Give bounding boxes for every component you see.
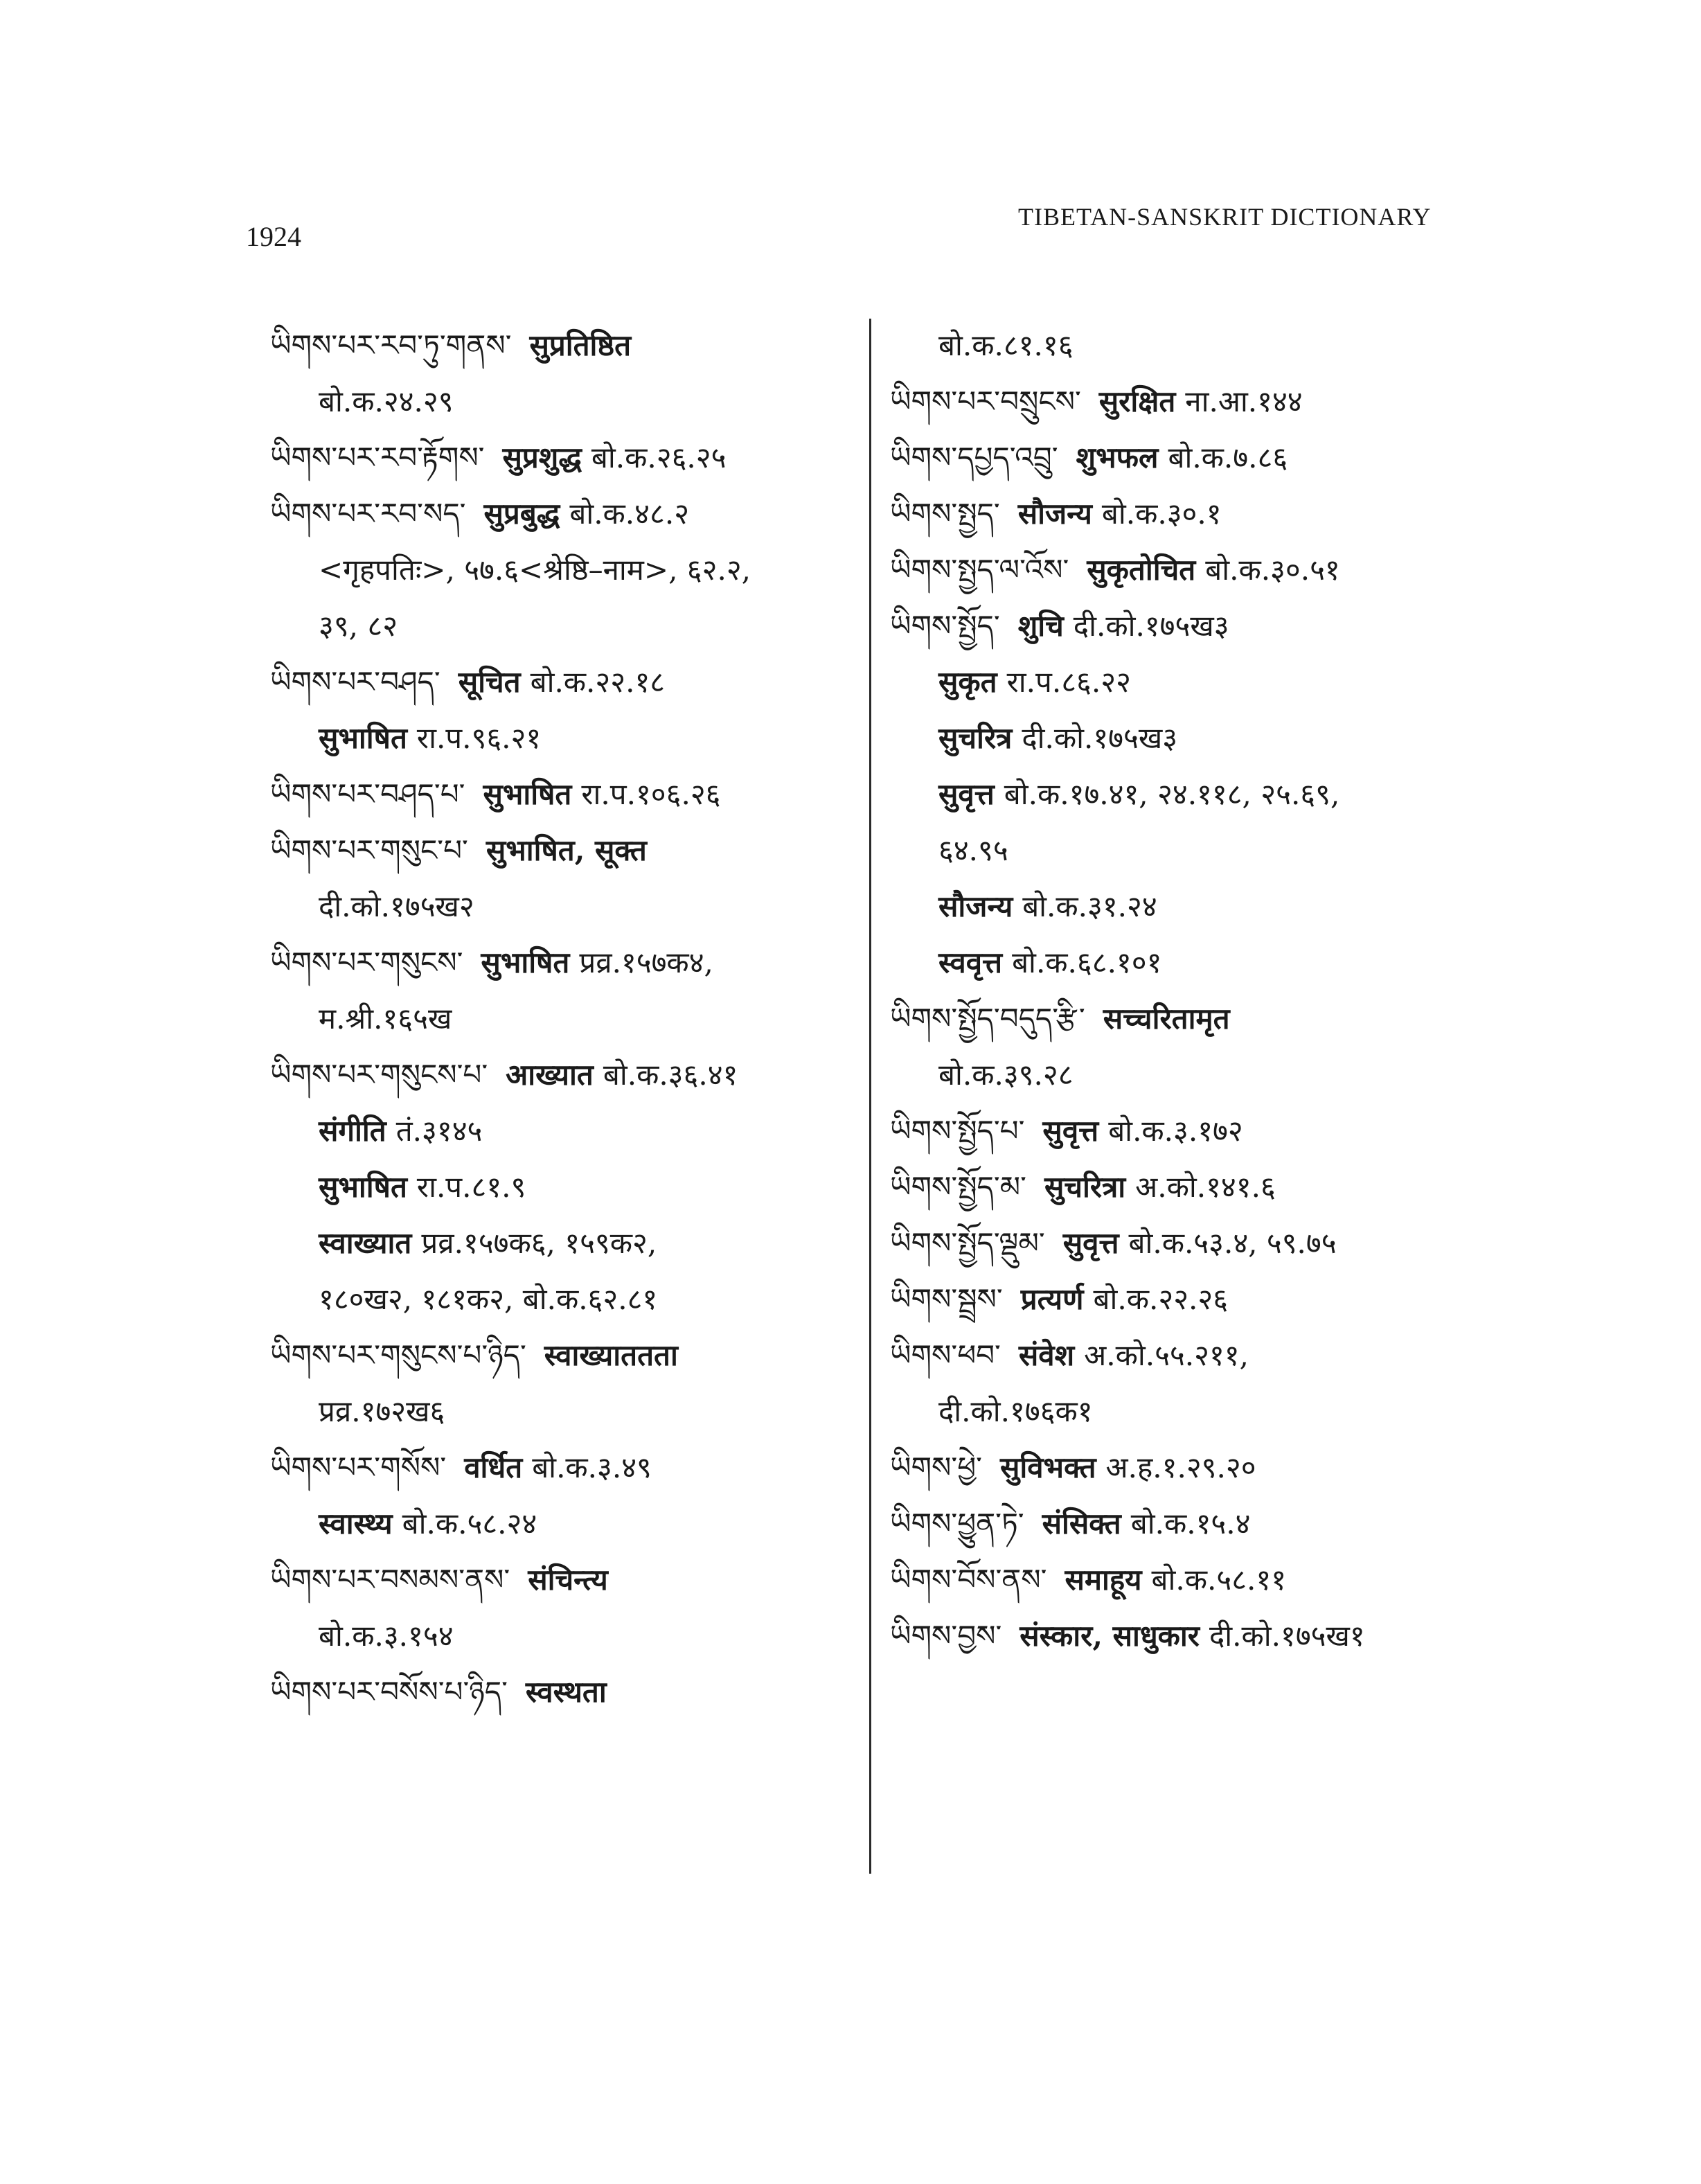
- dictionary-entry-line: [270, 766, 866, 822]
- dictionary-entry-line: [890, 654, 1513, 710]
- source-reference: बो.क.२४.२९: [319, 384, 454, 418]
- dictionary-entry-line: [270, 1439, 866, 1495]
- source-reference: ६४.९५: [938, 833, 1008, 867]
- source-reference: दी.को.१७६क१: [938, 1394, 1093, 1428]
- dictionary-entry-line: [270, 878, 866, 934]
- source-reference: बो.क.३.१५४: [319, 1619, 454, 1653]
- sanskrit-equivalent: संचिन्त्य: [528, 1563, 608, 1597]
- tibetan-headword: ཡིགས་སྤྱོད་མ་: [890, 1170, 1026, 1204]
- dictionary-entry-line: [890, 991, 1513, 1047]
- tibetan-headword: ཡིགས་སྦྲས་: [890, 1282, 1003, 1316]
- tibetan-headword: ཡིགས་པར་བཤད་: [270, 665, 440, 699]
- sanskrit-equivalent: सुभाषित, सूक्त: [486, 833, 647, 867]
- tibetan-headword: ཡིགས་པར་བསམས་ནས་: [270, 1563, 510, 1597]
- sanskrit-equivalent: सौजन्य: [1017, 497, 1092, 531]
- sanskrit-equivalent: सुवृत्त: [1062, 1226, 1119, 1260]
- source-reference: बो.क.१५.४: [1130, 1507, 1251, 1541]
- sanskrit-equivalent: सच्चरितामृत: [1103, 1002, 1230, 1036]
- sanskrit-equivalent: सुप्रबुद्ध: [483, 497, 560, 531]
- sanskrit-equivalent: सुकृतोचित: [1087, 553, 1196, 587]
- source-reference: बो.क.३०.५१: [1205, 553, 1340, 587]
- source-reference: तं.३१४५: [395, 1114, 483, 1148]
- dictionary-entry-line: [270, 1664, 866, 1720]
- dictionary-entry-line: [890, 934, 1513, 991]
- dictionary-entry-line: [890, 598, 1513, 654]
- dictionary-entry-line: [890, 1103, 1513, 1159]
- source-reference: बो.क.३६.४१: [603, 1058, 738, 1092]
- tibetan-headword: ཡིགས་ཕྱུན་ཏེ་: [890, 1507, 1024, 1541]
- dictionary-entry-line: [270, 429, 866, 486]
- source-reference: रा.प.९६.२१: [416, 721, 542, 755]
- dictionary-entry-line: [890, 1047, 1513, 1103]
- sanskrit-equivalent: वर्धित: [464, 1450, 523, 1484]
- page-number: 1924: [246, 221, 301, 252]
- dictionary-entry-line: [890, 373, 1513, 429]
- sanskrit-equivalent: शुभफल: [1076, 441, 1159, 474]
- source-reference: बो.क.८१.१६: [938, 328, 1074, 362]
- dictionary-entry-line: [890, 429, 1513, 486]
- sanskrit-equivalent: सुप्रतिष्ठित: [529, 328, 632, 362]
- source-reference: बो.क.५३.४, ५९.७५: [1128, 1226, 1337, 1260]
- source-reference: ना.आ.१४४: [1185, 384, 1303, 418]
- source-reference: <गृहपतिः>, ५७.६<श्रेष्ठि–नाम>, ६२.२,: [319, 553, 751, 587]
- tibetan-headword: ཡིགས་སྤྱད་ལ་འོས་: [890, 553, 1069, 587]
- dictionary-entry-line: [890, 1495, 1513, 1552]
- dictionary-entry-line: [890, 1159, 1513, 1215]
- source-reference: रा.प.८१.९: [416, 1170, 526, 1204]
- dictionary-entry-line: [890, 1608, 1513, 1664]
- sanskrit-equivalent: सुभाषित: [319, 1170, 407, 1204]
- dictionary-entry-line: [270, 598, 866, 654]
- sanskrit-equivalent: स्ववृत्त: [938, 945, 1003, 979]
- source-reference: दी.को.१७५ख३: [1022, 721, 1178, 755]
- sanskrit-equivalent: सुभाषित: [481, 945, 570, 979]
- tibetan-headword: ཡིགས་པར་གསུངས་: [270, 945, 463, 979]
- sanskrit-equivalent: संवेश: [1018, 1338, 1075, 1372]
- tibetan-headword: ཡིགས་པར་བཤད་པ་: [270, 777, 465, 811]
- source-reference: बो.क.३.४९: [532, 1450, 652, 1484]
- dictionary-entry-line: [890, 486, 1513, 542]
- dictionary-entry-line: [270, 1103, 866, 1159]
- dictionary-entry-line: [890, 1215, 1513, 1271]
- source-reference: प्रव्र.१७२ख६: [319, 1394, 445, 1428]
- dictionary-entry-line: [270, 1383, 866, 1439]
- source-reference: बो.क.५८.२४: [402, 1507, 537, 1541]
- dictionary-entry-line: [270, 1327, 866, 1383]
- dictionary-entry-line: [270, 710, 866, 766]
- dictionary-entry-line: [270, 934, 866, 991]
- sanskrit-equivalent: स्वस्थता: [525, 1675, 607, 1709]
- source-reference: प्रव्र.१५७क६, १५९क२,: [421, 1226, 657, 1260]
- sanskrit-equivalent: समाहूय: [1065, 1563, 1142, 1597]
- sanskrit-equivalent: सुचरित्रा: [1044, 1170, 1126, 1204]
- dictionary-entry-line: [890, 710, 1513, 766]
- source-reference: बो.क.२२.१८: [530, 665, 666, 699]
- sanskrit-equivalent: सूचित: [458, 665, 521, 699]
- dictionary-entry-line: [270, 373, 866, 429]
- right-column: [890, 317, 1513, 1664]
- dictionary-entry-line: [890, 822, 1513, 878]
- source-reference: बो.क.७.८६: [1168, 441, 1288, 474]
- tibetan-headword: ཡིགས་སྤྱོད་ལྡུམ་: [890, 1226, 1045, 1260]
- dictionary-entry-line: [270, 317, 866, 373]
- source-reference: दी.को.१७५ख३: [1073, 609, 1229, 643]
- dictionary-entry-line: [270, 1159, 866, 1215]
- dictionary-entry-line: [270, 1047, 866, 1103]
- dictionary-entry-line: [890, 542, 1513, 598]
- dictionary-entry-line: [270, 542, 866, 598]
- source-reference: बो.क.५८.११: [1151, 1563, 1287, 1597]
- running-title: TIBETAN-SANSKRIT DICTIONARY: [1018, 203, 1432, 231]
- sanskrit-equivalent: स्वाख्यात: [319, 1226, 412, 1260]
- sanskrit-equivalent: सुवृत्त: [1042, 1114, 1099, 1148]
- source-reference: १८०ख२, १८१क२, बो.क.६२.८१: [319, 1282, 658, 1316]
- sanskrit-equivalent: सुकृत: [938, 665, 997, 699]
- sanskrit-equivalent: प्रत्यर्ण: [1020, 1282, 1084, 1316]
- dictionary-entry-line: [270, 1608, 866, 1664]
- tibetan-headword: ཡིགས་པར་རབ་ཏུ་གནས་: [270, 328, 512, 362]
- source-reference: बो.क.३१.२४: [1022, 889, 1157, 923]
- dictionary-entry-line: [270, 822, 866, 878]
- sanskrit-equivalent: शुचि: [1017, 609, 1064, 643]
- source-reference: ३९, ८२: [319, 609, 398, 643]
- source-reference: बो.क.३९.२८: [938, 1058, 1074, 1092]
- source-reference: रा.प.८६.२२: [1006, 665, 1131, 699]
- tibetan-headword: ཡིགས་སྤྱད་: [890, 497, 1000, 531]
- source-reference: बो.क.३.१७२: [1108, 1114, 1243, 1148]
- tibetan-headword: ཡིགས་པར་བསོས་པ་ཉིད་: [270, 1675, 508, 1709]
- tibetan-headword: ཡིགས་པར་རབ་སད་: [270, 497, 466, 531]
- left-column: [270, 317, 866, 1720]
- sanskrit-equivalent: सुचरित्र: [938, 721, 1013, 755]
- dictionary-entry-line: [890, 1271, 1513, 1327]
- tibetan-headword: ཡིགས་པར་རབ་རྟོགས་: [270, 441, 485, 474]
- column-divider: [869, 319, 871, 1874]
- tibetan-headword: ཡིགས་སྤྱོད་བདུད་རྩི་: [890, 1002, 1085, 1036]
- source-reference: बो.क.६८.१०१: [1012, 945, 1162, 979]
- source-reference: दी.को.१७५ख१: [1209, 1619, 1365, 1653]
- dictionary-entry-line: [270, 1271, 866, 1327]
- source-reference: रा.प.१०६.२६: [581, 777, 721, 811]
- dictionary-entry-line: [890, 1439, 1513, 1495]
- tibetan-headword: ཡིགས་སྤྱོད་: [890, 609, 1000, 643]
- sanskrit-equivalent: आख्यात: [506, 1058, 594, 1092]
- dictionary-entry-line: [890, 878, 1513, 934]
- source-reference: अ.को.५५.२११,: [1084, 1338, 1249, 1372]
- source-reference: म.श्री.१६५ख: [319, 1002, 452, 1036]
- sanskrit-equivalent: संगीति: [319, 1114, 386, 1148]
- sanskrit-equivalent: सौजन्य: [938, 889, 1013, 923]
- source-reference: दी.को.१७५ख२: [319, 889, 474, 923]
- source-reference: बो.क.३०.१: [1101, 497, 1222, 531]
- source-reference: प्रव्र.१५७क४,: [579, 945, 713, 979]
- sanskrit-equivalent: सुभाषित: [319, 721, 407, 755]
- tibetan-headword: ཡིགས་པར་གསུང་པ་: [270, 833, 468, 867]
- tibetan-headword: ཡིགས་པར་གསུངས་པ་: [270, 1058, 488, 1092]
- dictionary-entry-line: [890, 1383, 1513, 1439]
- tibetan-headword: ཡིགས་དཔྱད་འབྲུ་: [890, 441, 1058, 474]
- dictionary-entry-line: [890, 317, 1513, 373]
- sanskrit-equivalent: सुभाषित: [483, 777, 572, 811]
- tibetan-headword: ཡིགས་ཕབ་: [890, 1338, 1001, 1372]
- sanskrit-equivalent: सुप्रशुद्ध: [502, 441, 582, 474]
- sanskrit-equivalent: स्वाख्याततता: [544, 1338, 678, 1372]
- sanskrit-equivalent: संस्कार, साधुकार: [1019, 1619, 1200, 1653]
- source-reference: अ.को.१४१.६: [1135, 1170, 1276, 1204]
- sanskrit-equivalent: संसिक्त: [1042, 1507, 1121, 1541]
- dictionary-entry-line: [270, 486, 866, 542]
- source-reference: बो.क.२२.२६: [1093, 1282, 1229, 1316]
- dictionary-entry-line: [270, 991, 866, 1047]
- source-reference: बो.क.१७.४१, २४.११८, २५.६९,: [1004, 777, 1340, 811]
- tibetan-headword: ཡིགས་སྤྱོད་པ་: [890, 1114, 1025, 1148]
- dictionary-entry-line: [270, 1215, 866, 1271]
- sanskrit-equivalent: सुवृत्त: [938, 777, 995, 811]
- tibetan-headword: ཡིགས་བོས་ནས་: [890, 1563, 1047, 1597]
- dictionary-entry-line: [890, 1327, 1513, 1383]
- sanskrit-equivalent: सुविभक्त: [999, 1450, 1096, 1484]
- tibetan-headword: ཡིགས་པར་བསྲུངས་: [890, 384, 1081, 418]
- source-reference: बो.क.४८.२: [569, 497, 690, 531]
- tibetan-headword: ཡིགས་ཕྱེ་: [890, 1450, 982, 1484]
- source-reference: अ.ह.१.२९.२०: [1105, 1450, 1256, 1484]
- tibetan-headword: ཡིགས་པར་གསོས་: [270, 1450, 447, 1484]
- dictionary-entry-line: [270, 1495, 866, 1552]
- sanskrit-equivalent: स्वास्थ्य: [319, 1507, 393, 1541]
- dictionary-entry-line: [890, 1552, 1513, 1608]
- tibetan-headword: ཡིགས་པར་གསུངས་པ་ཉིད་: [270, 1338, 526, 1372]
- sanskrit-equivalent: सुरक्षित: [1098, 384, 1176, 418]
- dictionary-entry-line: [270, 1552, 866, 1608]
- source-reference: बो.क.२६.२५: [591, 441, 727, 474]
- tibetan-headword: ཡིགས་བྱས་: [890, 1619, 1002, 1653]
- dictionary-entry-line: [270, 654, 866, 710]
- dictionary-entry-line: [890, 766, 1513, 822]
